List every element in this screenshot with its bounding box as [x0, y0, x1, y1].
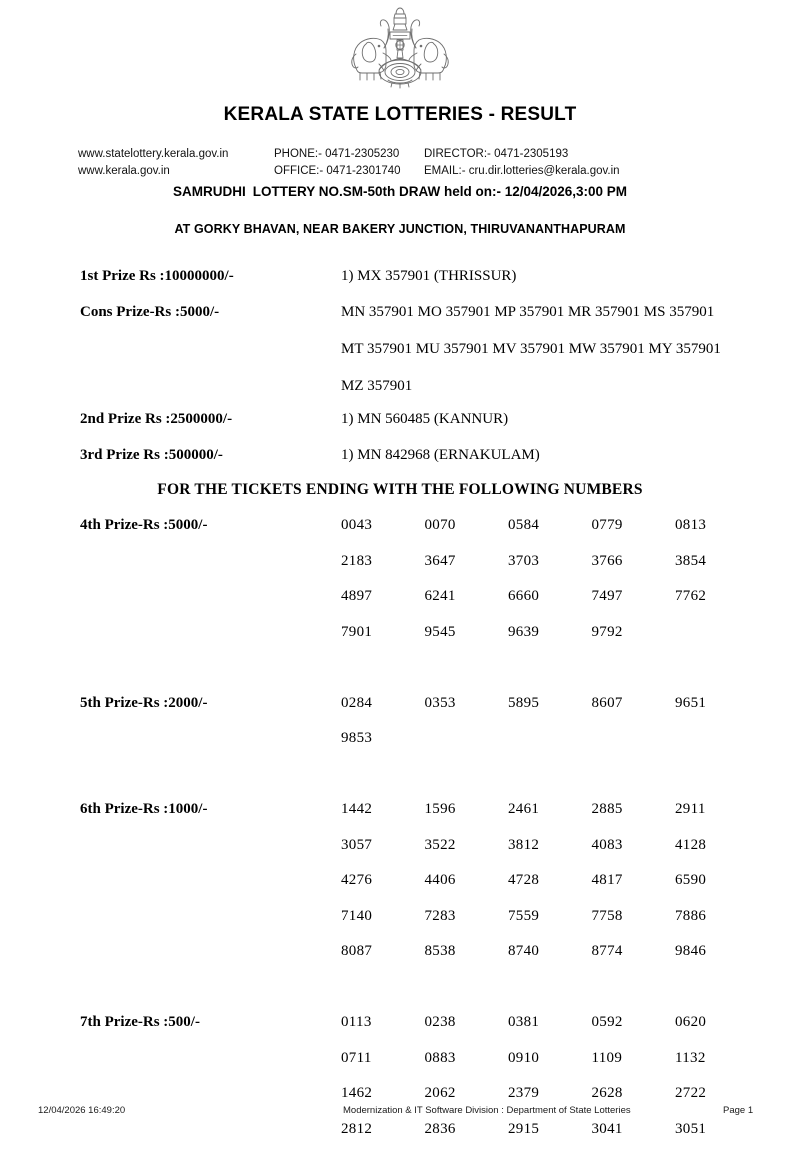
winning-number: 3522 — [424, 836, 456, 853]
director-number: DIRECTOR:- 0471-2305193 — [424, 148, 569, 160]
office-number: OFFICE:- 0471-2301740 — [274, 165, 401, 177]
winning-number: 2461 — [508, 801, 540, 817]
winning-number: 1462 — [341, 1085, 373, 1101]
winning-number: 9792 — [591, 623, 623, 640]
contact-row-2 — [0, 163, 800, 180]
winning-number: 7140 — [341, 907, 373, 924]
winning-number: 7762 — [675, 588, 707, 604]
winning-number: 0620 — [675, 1014, 707, 1030]
winning-number: 9651 — [675, 694, 707, 711]
winning-number: 0779 — [591, 517, 623, 533]
page-title: KERALA STATE LOTTERIES - RESULT — [223, 104, 577, 125]
winning-number: 9545 — [424, 623, 456, 640]
winning-number: 2062 — [424, 1085, 456, 1101]
winning-number: 8774 — [591, 943, 623, 959]
winning-number: 0592 — [591, 1014, 623, 1030]
winning-number: 0584 — [508, 517, 540, 533]
winning-number: 0043 — [341, 517, 373, 533]
draw-info-line — [0, 184, 800, 199]
third-prize-winner: 1) MN 842968 (ERNAKULAM) — [341, 447, 540, 463]
winning-number: 8087 — [341, 943, 373, 959]
website-statelottery: www.statelottery.kerala.gov.in — [78, 148, 229, 160]
winning-number: 1109 — [591, 1049, 623, 1066]
winning-number: 3854 — [675, 552, 707, 569]
third-prize-label: 3rd Prize Rs :500000/- — [80, 447, 223, 463]
second-prize-label: 2nd Prize Rs :2500000/- — [80, 411, 233, 427]
contact-row-1 — [0, 146, 800, 163]
prize-section-label: 7th Prize-Rs :500/- — [80, 1014, 200, 1030]
footer-timestamp: 12/04/2026 16:49:20 — [38, 1105, 126, 1116]
consolation-line-1: MN 357901 MO 357901 MP 357901 MR 357901 MS 357901 — [341, 304, 715, 320]
winning-number: 5895 — [508, 694, 540, 711]
winning-number: 2836 — [424, 1120, 456, 1137]
winning-number: 0353 — [424, 694, 456, 711]
winning-number: 2183 — [341, 552, 373, 569]
winning-number: 1596 — [424, 801, 456, 817]
tickets-heading: FOR THE TICKETS ENDING WITH THE FOLLOWING NUMBERS — [157, 481, 643, 498]
emblem-container — [0, 6, 800, 101]
winning-number: 1132 — [675, 1049, 706, 1066]
winning-number: 4276 — [341, 872, 373, 888]
winning-number: 4817 — [591, 872, 623, 888]
winning-number: 8538 — [424, 943, 456, 959]
winning-number: 0910 — [508, 1049, 540, 1066]
winning-number: 6660 — [508, 588, 540, 604]
winning-number: 4897 — [341, 588, 373, 604]
winning-number: 7497 — [591, 588, 623, 604]
winning-number: 0813 — [675, 517, 707, 533]
winning-number: 2812 — [341, 1120, 373, 1137]
prize-section-label: 5th Prize-Rs :2000/- — [80, 694, 208, 711]
winning-number: 9639 — [508, 623, 540, 640]
winning-number: 7758 — [591, 907, 623, 924]
winning-number: 0711 — [341, 1049, 372, 1066]
winning-number: 7901 — [341, 623, 373, 640]
winning-number: 0070 — [424, 517, 456, 533]
winning-number: 1442 — [341, 801, 373, 817]
winning-number: 8740 — [508, 943, 540, 959]
winning-number: 3703 — [508, 552, 540, 569]
first-prize-winner: 1) MX 357901 (THRISSUR) — [341, 268, 517, 284]
winning-number: 3051 — [675, 1120, 707, 1137]
second-prize-winner: 1) MN 560485 (KANNUR) — [341, 411, 509, 427]
winning-number: 7283 — [424, 907, 456, 924]
website-kerala: www.kerala.gov.in — [78, 165, 170, 177]
consolation-prize-label: Cons Prize-Rs :5000/- — [80, 304, 220, 320]
winning-number: 3812 — [508, 836, 540, 853]
winning-number: 9846 — [675, 943, 707, 959]
footer-page-number: Page 1 — [723, 1105, 754, 1116]
winning-number: 4728 — [508, 872, 540, 888]
winning-number: 2628 — [591, 1085, 623, 1101]
consolation-line-2: MT 357901 MU 357901 MV 357901 MW 357901 MY 357901 — [341, 341, 721, 357]
footer-division: Modernization & IT Software Division : Department of State Lotteries — [343, 1105, 631, 1116]
winning-number: 6241 — [424, 588, 456, 604]
first-prize-label: 1st Prize Rs :10000000/- — [80, 268, 234, 284]
winning-number: 2722 — [675, 1085, 707, 1101]
winning-number: 4406 — [424, 872, 456, 888]
winning-number: 7559 — [508, 907, 540, 924]
winning-number: 0381 — [508, 1014, 540, 1030]
winning-number: 0238 — [424, 1014, 456, 1030]
winning-number: 8607 — [591, 694, 623, 711]
kerala-state-emblem-icon — [348, 6, 452, 96]
prize-section-label: 4th Prize-Rs :5000/- — [80, 517, 208, 533]
winning-number: 0284 — [341, 694, 373, 711]
winning-number: 2885 — [591, 801, 623, 817]
venue-line: AT GORKY BHAVAN, NEAR BAKERY JUNCTION, THIRUVANANTHAPURAM — [174, 222, 626, 236]
prize-section-label: 6th Prize-Rs :1000/- — [80, 801, 208, 817]
winning-number: 2915 — [508, 1120, 540, 1137]
draw-name: SAMRUDHI — [172, 184, 246, 199]
winning-number: 9853 — [341, 730, 373, 746]
contact-block — [0, 146, 800, 180]
winning-number: 3647 — [424, 552, 456, 569]
winning-number: 2379 — [508, 1085, 540, 1101]
draw-details: LOTTERY NO.SM-50th DRAW held on:- 12/04/2026,3:00 PM — [252, 184, 628, 199]
winning-number: 0883 — [424, 1049, 456, 1066]
winning-number: 6590 — [675, 872, 707, 888]
winning-number: 7886 — [675, 907, 707, 924]
consolation-line-3: MZ 357901 — [341, 378, 413, 394]
winning-number: 0113 — [341, 1014, 372, 1030]
phone-number: PHONE:- 0471-2305230 — [274, 148, 400, 160]
email-address: EMAIL:- cru.dir.lotteries@kerala.gov.in — [424, 165, 620, 177]
winning-number: 3766 — [591, 552, 623, 569]
winning-number: 3057 — [341, 836, 373, 853]
winning-number: 2911 — [675, 801, 706, 817]
winning-number: 4128 — [675, 836, 707, 853]
winning-number: 4083 — [591, 836, 623, 853]
page-footer — [0, 1105, 800, 1121]
winning-number: 3041 — [591, 1120, 623, 1137]
